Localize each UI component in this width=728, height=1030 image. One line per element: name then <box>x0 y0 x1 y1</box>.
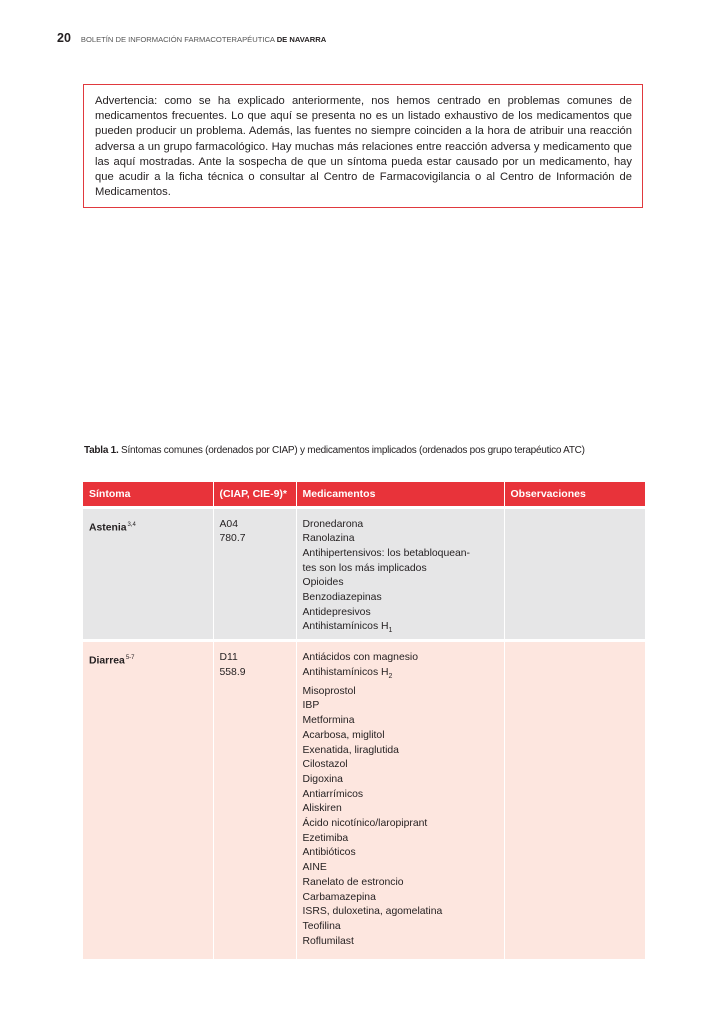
page-header <box>57 31 326 45</box>
symptom-cell <box>83 641 213 959</box>
symptoms-table <box>83 482 645 959</box>
cie9-code: 558.9 <box>219 666 246 678</box>
drug-item: Opioides <box>302 577 344 589</box>
drug-item: tes son los más implicados <box>302 562 427 574</box>
ciap-code: D11 <box>219 652 238 664</box>
drug-item: Acarbosa, miglitol <box>302 729 385 741</box>
drug-item: IBP <box>302 700 320 712</box>
publication-title: BOLETÍN DE INFORMACIÓN FARMACOTERAPÉUTICA <box>80 35 275 44</box>
drug-item: Carbamazepina <box>302 891 376 903</box>
table-caption <box>84 445 585 456</box>
table-row <box>83 641 645 959</box>
codes-cell <box>213 641 296 959</box>
col-header-drugs: Medicamentos <box>296 482 504 507</box>
drug-item-subscript: 1 <box>388 627 393 635</box>
table-caption-text: Síntomas comunes (ordenados por CIAP) y medicamentos implicados (ordenados pos grupo terapéutico ATC) <box>121 445 585 456</box>
symptom-cell <box>83 507 213 641</box>
cie9-code: 780.7 <box>219 533 246 545</box>
drug-item: Benzodiazepinas <box>302 592 382 604</box>
drug-item: Ezetimiba <box>302 832 349 844</box>
drug-item: ISRS, duloxetina, agomelatina <box>302 906 443 918</box>
table-row <box>83 507 645 641</box>
drug-item-text: Antihistamínicos H <box>302 666 389 678</box>
drugs-cell <box>296 641 504 959</box>
drug-item <box>303 620 504 639</box>
drug-item: Antiarrímicos <box>302 788 364 800</box>
drug-item: Cilostazol <box>302 759 348 771</box>
observations-cell <box>504 507 645 641</box>
warning-text: Advertencia: como se ha explicado anteriormente, nos hemos centrado en problemas comunes de medicamentos frecuentes. Lo que aquí se presenta no es un listado exhaustivo de los medicamentos que pueden producir un problema. Además, las fuentes no siempre coinciden a la hora de atribuir una reacción adversa a un grupo farmacológico. Hay muchas más relaciones entre reacción adversa y medicamento que las aquí mostradas. Ante la sospecha de que un síntoma pueda estar causado por un medicamento, hay que acudir a la ficha técnica o consultar al Centro de Farmacovigilancia o al Centro de Información de Medicamentos. <box>95 95 632 199</box>
col-header-codes: (CIAP, CIE-9)* <box>213 482 296 507</box>
warning-box <box>83 84 643 208</box>
drug-item: Exenatida, liraglutida <box>302 744 399 756</box>
table-caption-label: Tabla 1. <box>84 445 119 456</box>
drug-item: Antiácidos con magnesio <box>302 652 419 664</box>
drug-item: Teofilina <box>302 920 341 932</box>
page-number: 20 <box>57 31 71 45</box>
drug-item: Ranolazina <box>302 533 355 545</box>
table-header-row <box>83 482 645 507</box>
drug-item: Misoprostol <box>302 685 356 697</box>
codes-cell <box>213 507 296 641</box>
drug-item: Ranelato de estroncio <box>302 876 404 888</box>
observations-cell <box>504 641 645 959</box>
drug-item: Antidepresivos <box>302 606 371 618</box>
symptom-name: Astenia <box>89 521 127 533</box>
drug-item: Antihipertensivos: los betabloquean- <box>302 547 471 559</box>
drug-item-text: Antihistamínicos H <box>302 621 389 633</box>
col-header-symptom: Síntoma <box>83 482 213 507</box>
drug-item <box>303 666 504 685</box>
drugs-cell <box>296 507 504 641</box>
drug-item: Roflumilast <box>302 935 354 947</box>
drug-item: Metformina <box>302 715 355 727</box>
symptom-ref: 5-7 <box>125 655 135 662</box>
drug-item: Ácido nicotínico/laropiprant <box>302 818 428 830</box>
drug-item: Aliskiren <box>302 803 342 815</box>
publication-region: DE NAVARRA <box>276 35 327 44</box>
symptom-ref: 3,4 <box>127 521 136 528</box>
drug-item: Digoxina <box>302 773 343 785</box>
drug-item: Antibióticos <box>302 847 356 859</box>
drug-item: Dronedarona <box>302 518 364 530</box>
col-header-observations: Observaciones <box>504 482 645 507</box>
drug-item: AINE <box>302 862 327 874</box>
ciap-code: A04 <box>219 518 238 530</box>
symptom-name: Diarrea <box>89 655 125 667</box>
drug-item-subscript: 2 <box>388 672 393 680</box>
